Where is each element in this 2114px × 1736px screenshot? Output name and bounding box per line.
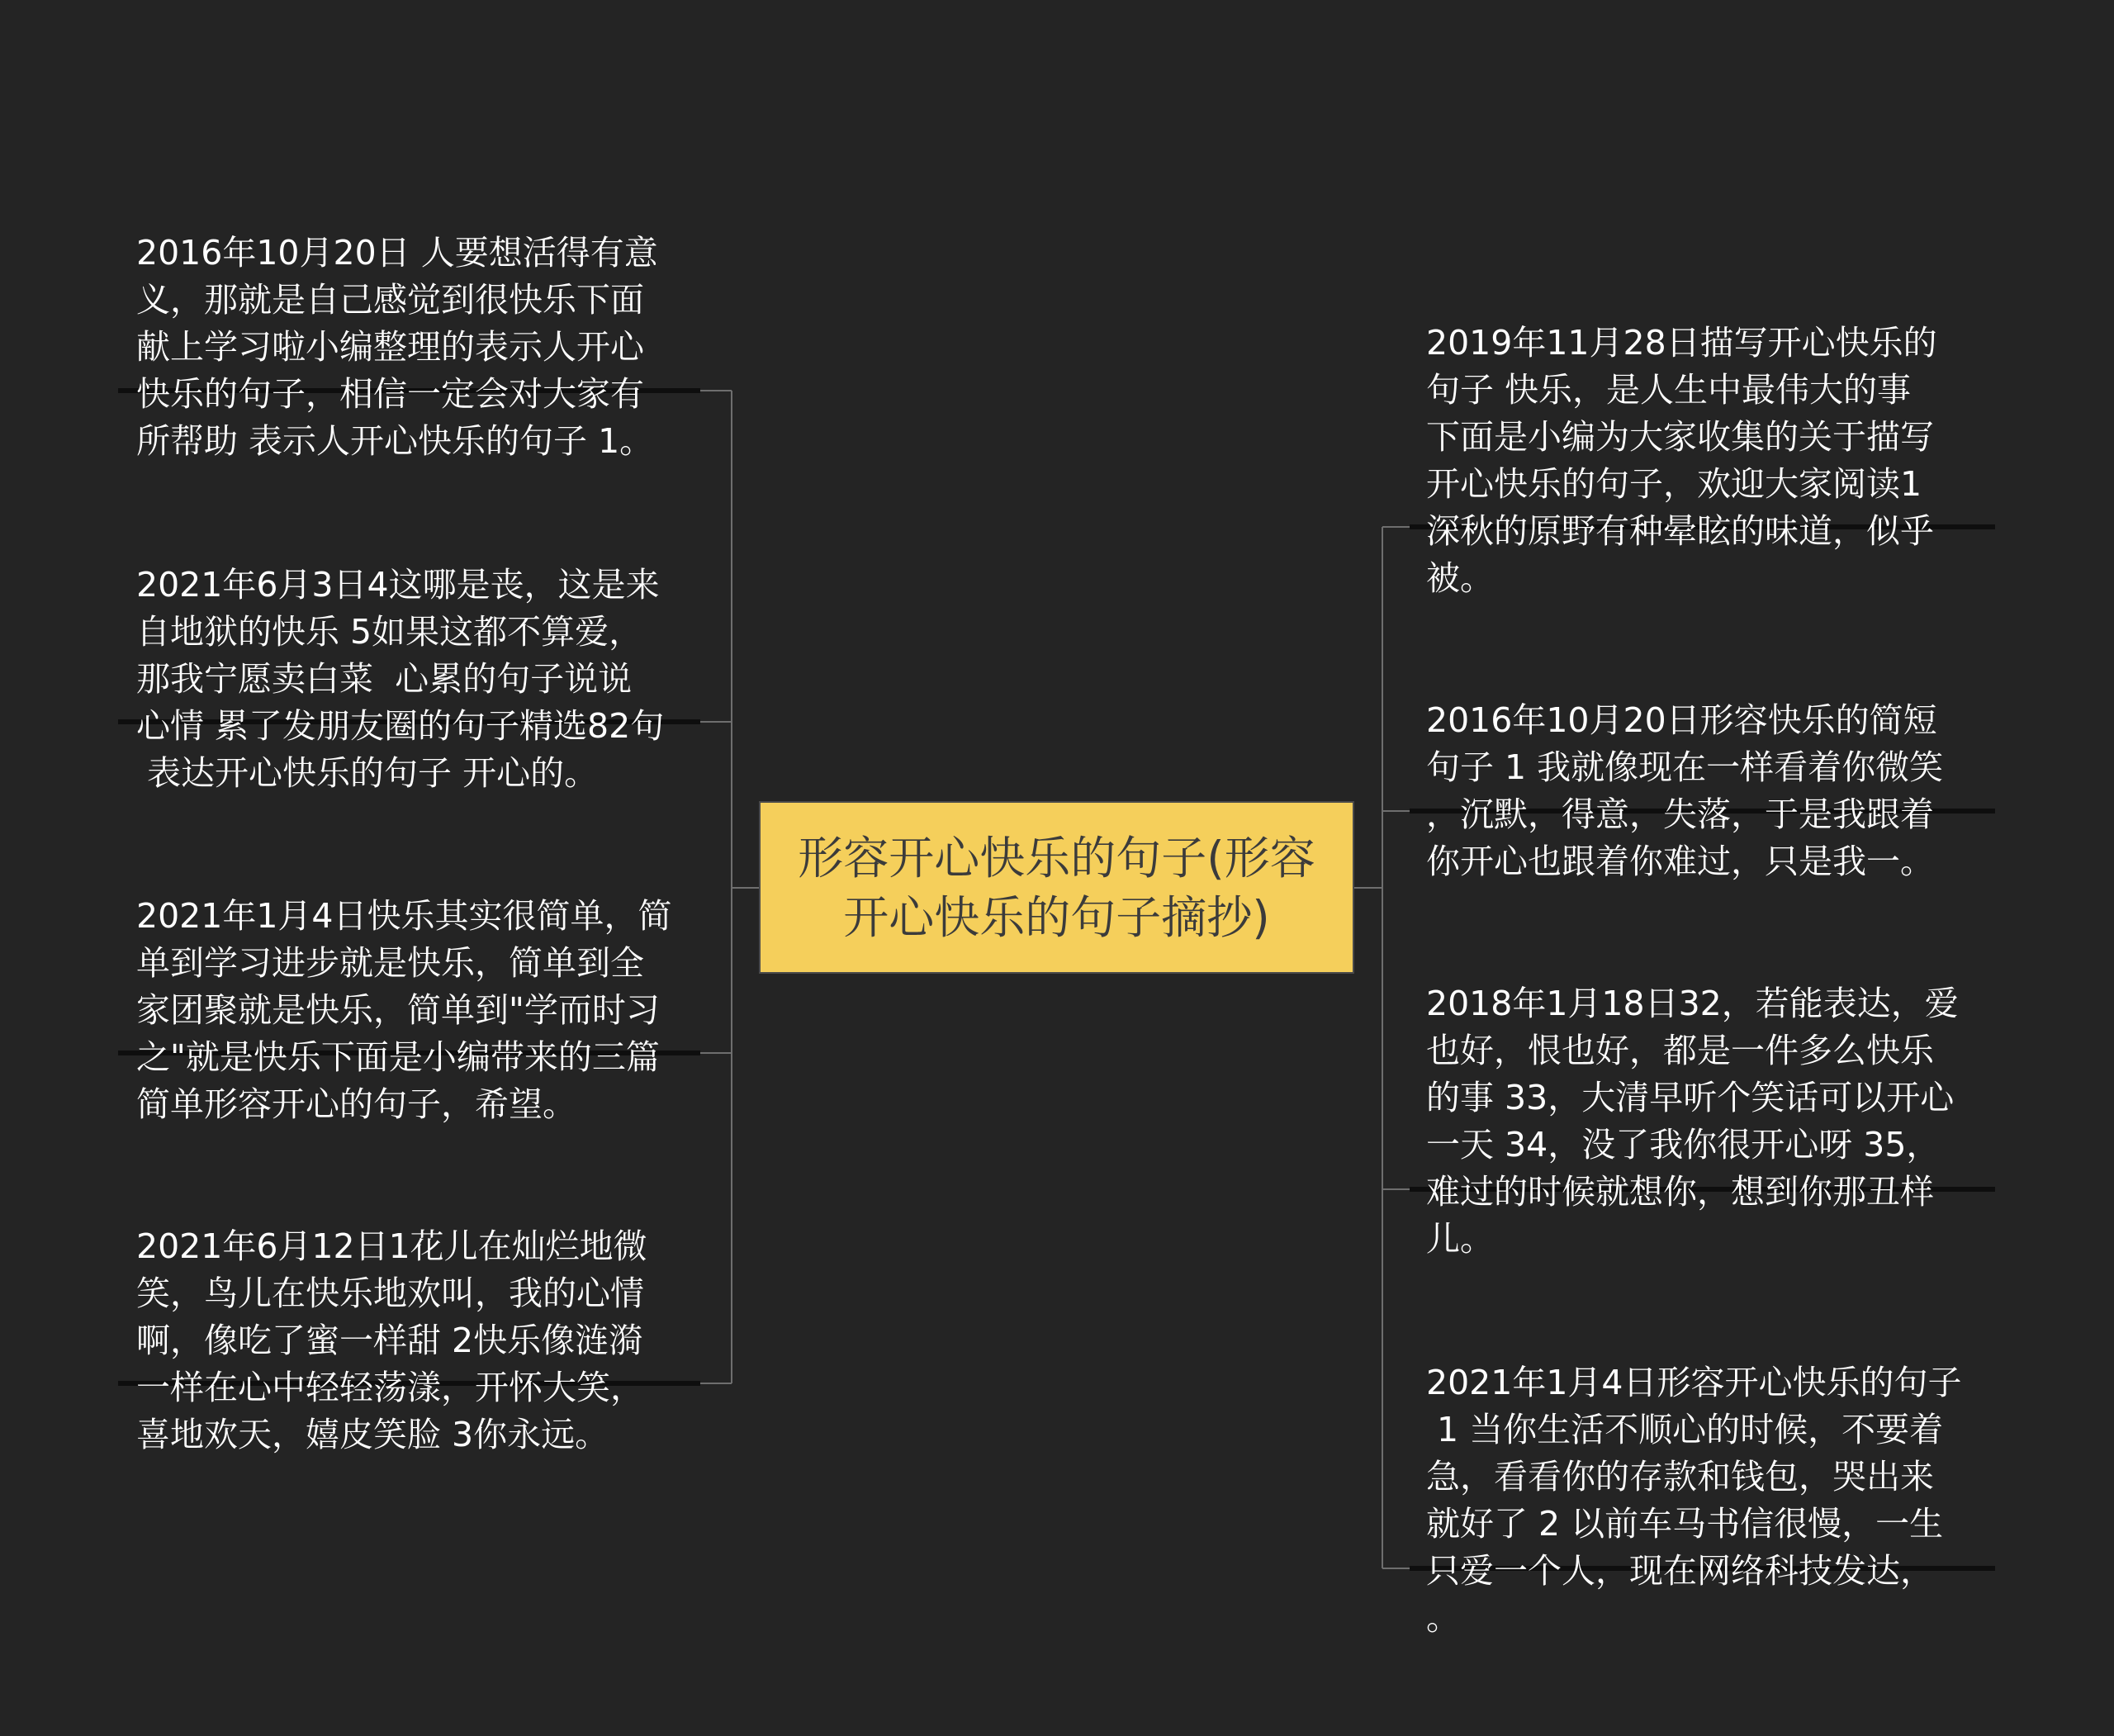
right-node-4-text: 2021年1月4日形容开心快乐的句子 1 当你生活不顺心的时候，不要着 急，看看你的存款和钱包，哭出来 就好了 2 以前车马书信很慢，一生 只爱一个人，现在网络科技发达， 。 — [1426, 1363, 1962, 1638]
right-node-2-text: 2016年10月20日形容快乐的简短 句子 1 我就像现在一样看着你微笑 ，沉默，得意，失落，于是我跟着 你开心也跟着你难过，只是我一。 — [1426, 700, 1944, 881]
left-node-2-text: 2021年6月3日4这哪是丧，这是来 自地狱的快乐 5如果这都不算爱， 那我宁愿卖白菜 心累的句子说说 心情 累了发朋友圈的句子精选82句 表达开心快乐的句子 开心的。 — [136, 565, 665, 793]
right-node-3-text: 2018年1月18日32，若能表达，爱 也好，恨也好，都是一件多么快乐 的事 33，大清早听个笑话可以开心 一天 34，没了我你很开心呀 35， 难过的时候就想你，想到你那丑样 儿。 — [1426, 984, 1959, 1259]
left-node-3-text: 2021年1月4日快乐其实很简单，简 单到学习进步就是快乐，简单到全 家团聚就是快乐，简单到"学而时习 之"就是快乐下面是小编带来的三篇 简单形容开心的句子，希望。 — [136, 896, 672, 1124]
right-node-1-text: 2019年11月28日描写开心快乐的 句子 快乐，是人生中最伟大的事 下面是小编为大家收集的关于描写 开心快乐的句子，欢迎大家阅读1 深秋的原野有种晕眩的味道，似乎 被。 — [1426, 323, 1937, 598]
central-topic[interactable] — [759, 801, 1354, 974]
left-node-1-text: 2016年10月20日 人要想活得有意 义，那就是自己感觉到很快乐下面 献上学习啦小编整理的表示人开心 快乐的句子，相信一定会对大家有 所帮助 表示人开心快乐的句子 1。 — [136, 233, 658, 461]
central-topic-text: 形容开心快乐的句子(形容开心快乐的句子摘抄) — [798, 831, 1315, 944]
left-node-4-text: 2021年6月12日1花儿在灿烂地微 笑，鸟儿在快乐地欢叫，我的心情 啊，像吃了蜜一样甜 2快乐像涟漪 一样在心中轻轻荡漾，开怀大笑， 喜地欢天，嬉皮笑脸 3你永远。 — [136, 1226, 647, 1454]
right-node-4[interactable] — [1426, 1265, 1996, 1736]
left-node-4[interactable] — [136, 1129, 698, 1553]
